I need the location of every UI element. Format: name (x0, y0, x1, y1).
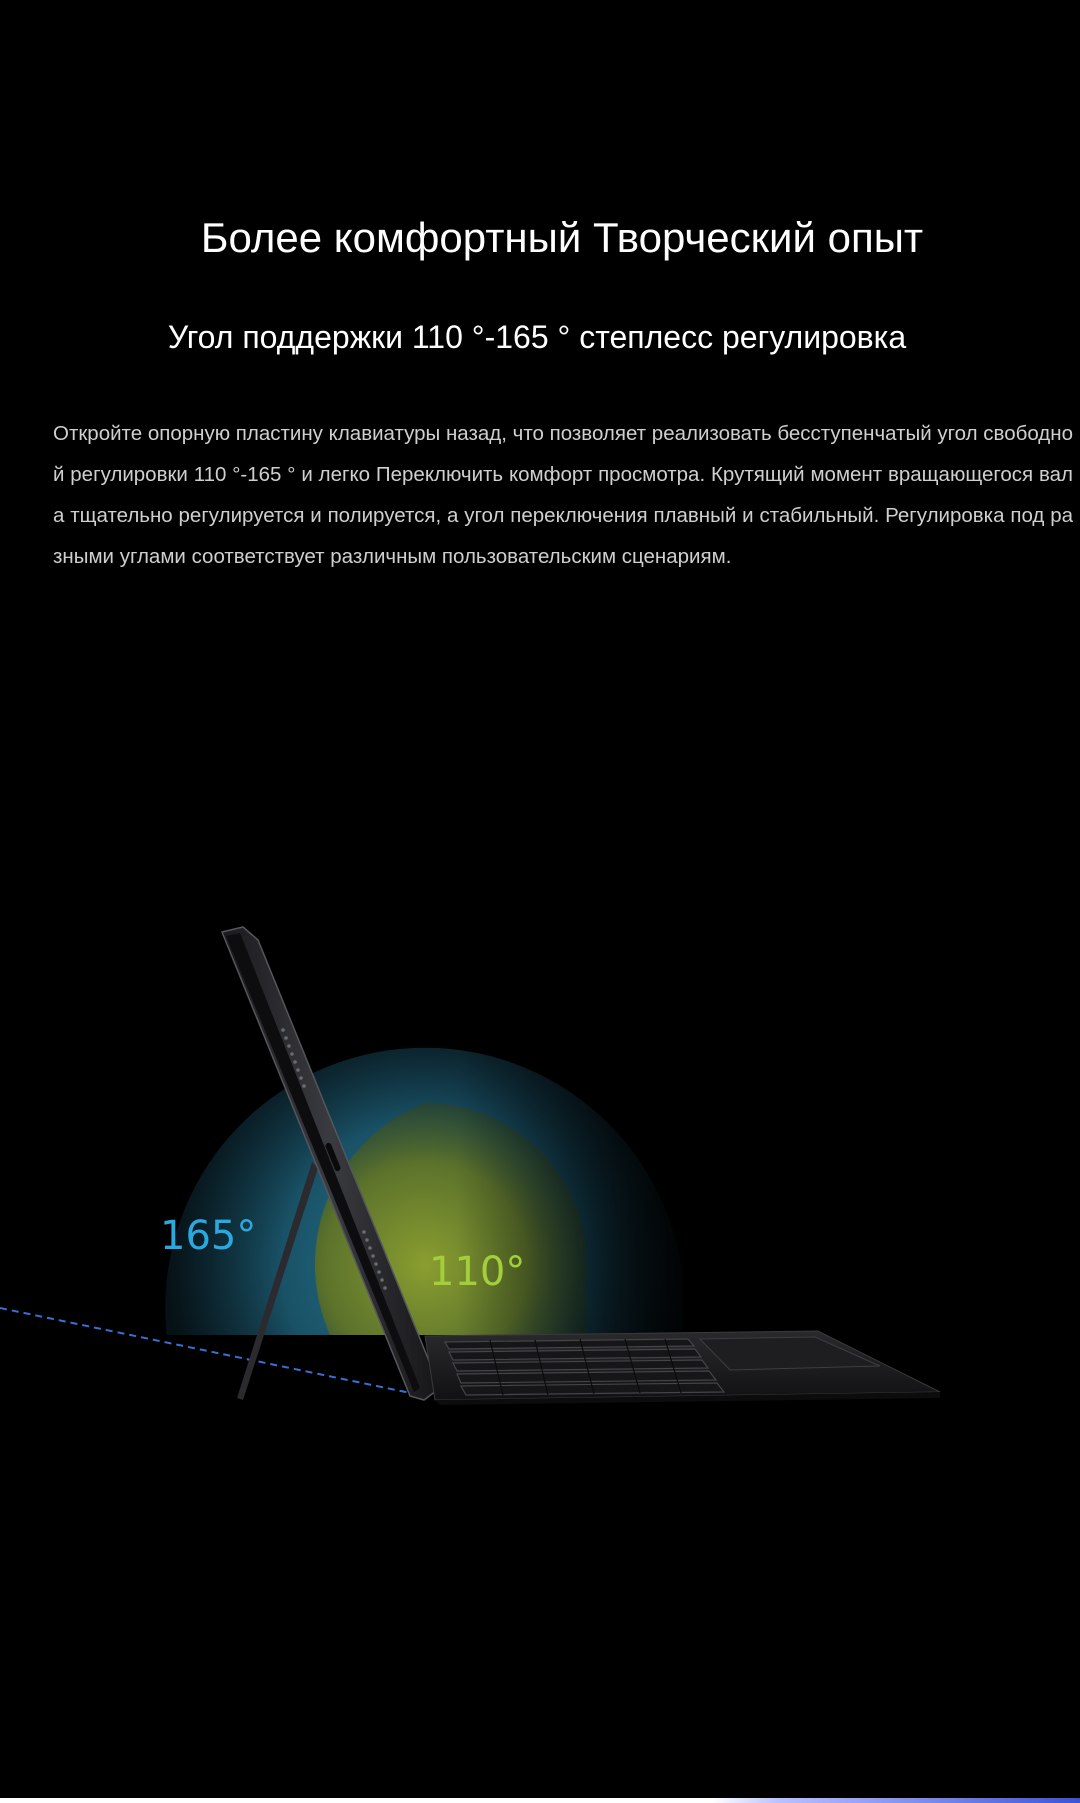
angle-110-label: 110° (429, 1249, 526, 1295)
feature-subtitle: Угол поддержки 110 °-165 ° степлесс регулировка (167, 319, 907, 355)
feature-description: Откройте опорную пластину клавиатуры назад, что позволяет реализовать бесступенчатый угол свободной регулировки 110 °-165 ° и легко Переключить комфорт просмотра. Крутящий момент вращающегося вала тщательно регулируется и полируется, а угол переключения плавный и стабильный. Регулировка под разными углами соответствует различным пользовательским сценариям. (53, 422, 1073, 568)
tablet-keyboard-angle-illustration (0, 900, 1080, 1420)
page-title: Более комфортный Творческий опыт (200, 214, 924, 261)
bottom-edge-strip (0, 1798, 1080, 1803)
angle-165-label: 165° (160, 1213, 257, 1259)
